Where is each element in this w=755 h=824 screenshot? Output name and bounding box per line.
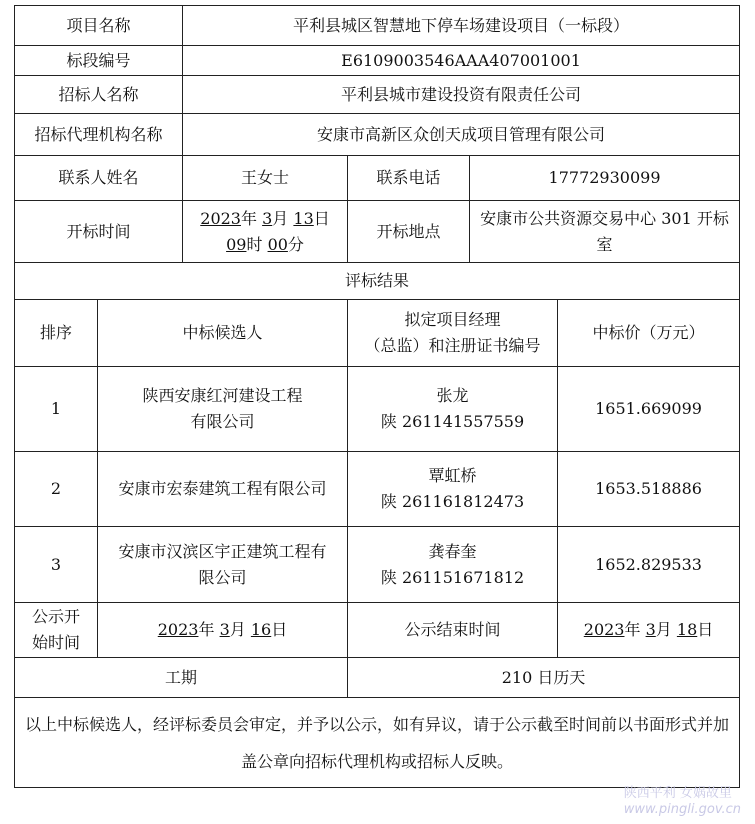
header-price: 中标价（万元）: [558, 300, 740, 367]
publicity-start-value: 2023年 3月 16日: [98, 603, 348, 658]
section-no-label: 标段编号: [15, 46, 183, 76]
row-rank: 2: [15, 452, 98, 527]
duration-value: 210 日历天: [348, 658, 740, 698]
row-contact: [15, 156, 740, 201]
watermark-url: www.pingli.gov.cn: [623, 802, 741, 817]
start-day: 16: [250, 620, 272, 639]
row-rank: 1: [15, 367, 98, 452]
row-results-title: [15, 263, 740, 300]
row-price: 1651.669099: [558, 367, 740, 452]
results-section-title: 评标结果: [15, 263, 740, 300]
row-project-name: [15, 6, 740, 46]
open-time-value: 2023年 3月 13日 09时 00分: [183, 201, 348, 263]
results-header-row: [15, 300, 740, 367]
agency-label: 招标代理机构名称: [15, 114, 183, 156]
row-candidate: 陕西安康红河建设工程 有限公司: [98, 367, 348, 452]
project-name-label: 项目名称: [15, 6, 183, 46]
row-manager: 龚春奎 陕 261151671812: [348, 527, 558, 603]
row-candidate: 安康市汉滨区宇正建筑工程有 限公司: [98, 527, 348, 603]
tenderee-value: 平利县城市建设投资有限责任公司: [183, 76, 740, 114]
header-rank: 排序: [15, 300, 98, 367]
row-open-time: [15, 201, 740, 263]
open-place-label: 开标地点: [348, 201, 470, 263]
end-month: 3: [645, 620, 656, 639]
row-agency: [15, 114, 740, 156]
open-minute: 00: [267, 234, 288, 254]
agency-value: 安康市高新区众创天成项目管理有限公司: [183, 114, 740, 156]
table-row: [15, 452, 740, 527]
publicity-start-label: 公示开 始时间: [15, 603, 98, 658]
duration-label: 工期: [15, 658, 348, 698]
phone-label: 联系电话: [348, 156, 470, 201]
site-watermark: [624, 786, 741, 818]
open-time-label: 开标时间: [15, 201, 183, 263]
contact-label: 联系人姓名: [15, 156, 183, 201]
row-manager: 张龙 陕 261141557559: [348, 367, 558, 452]
section-no-value: E6109003546AAA407001001: [183, 46, 740, 76]
open-month: 3: [262, 208, 273, 228]
watermark-slogan: 陕西平利 女娲故里: [623, 786, 732, 801]
row-publicity: [15, 603, 740, 658]
footer-note: 以上中标候选人，经评标委员会审定，并予以公示，如有异议，请于公示截至时间前以书面形式并加盖公章向招标代理机构或招标人反映。: [15, 698, 740, 788]
table-row: [15, 367, 740, 452]
open-place-value: 安康市公共资源交易中心 301 开标室: [470, 201, 740, 263]
row-duration: [15, 658, 740, 698]
publicity-end-label: 公示结束时间: [348, 603, 558, 658]
open-year: 2023: [200, 208, 241, 228]
end-day: 18: [676, 620, 698, 639]
publicity-end-value: 2023年 3月 18日: [558, 603, 740, 658]
row-section-no: [15, 46, 740, 76]
table-row: [15, 527, 740, 603]
row-price: 1653.518886: [558, 452, 740, 527]
open-day: 13: [293, 208, 314, 228]
start-year: 2023: [157, 620, 199, 639]
open-hour: 09: [226, 234, 247, 254]
tender-result-table: [14, 5, 740, 788]
header-candidate: 中标候选人: [98, 300, 348, 367]
project-name-value: 平利县城区智慧地下停车场建设项目（一标段）: [183, 6, 740, 46]
row-rank: 3: [15, 527, 98, 603]
row-price: 1652.829533: [558, 527, 740, 603]
contact-value: 王女士: [183, 156, 348, 201]
end-year: 2023: [583, 620, 625, 639]
phone-value: 17772930099: [470, 156, 740, 201]
row-candidate: 安康市宏泰建筑工程有限公司: [98, 452, 348, 527]
row-manager: 覃虹桥 陕 261161812473: [348, 452, 558, 527]
row-tenderee: [15, 76, 740, 114]
tenderee-label: 招标人名称: [15, 76, 183, 114]
row-footer: [15, 698, 740, 788]
header-manager: 拟定项目经理 （总监）和注册证书编号: [348, 300, 558, 367]
start-month: 3: [219, 620, 230, 639]
